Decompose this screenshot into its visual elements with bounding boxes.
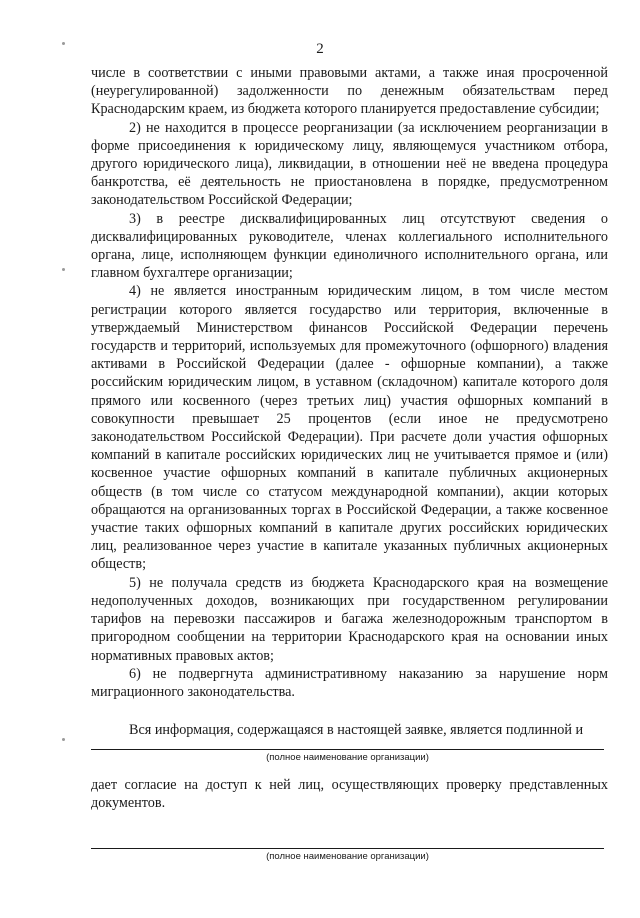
paragraph-item-3: 3) в реестре дисквалифицированных лиц отсутствуют сведения о дисквалифицированных руководителе, членах коллегиального исполнительного органа, лице, исполняющем функции единоличного исполнительного органа, или главном бухгалтере организации; <box>91 210 608 282</box>
signature-caption-2: (полное наименование организации) <box>266 851 429 862</box>
signature-line-2 <box>91 848 604 849</box>
signature-caption-1: (полное наименование организации) <box>266 752 429 763</box>
paragraph-item-4: 4) не является иностранным юридическим лицом, в том числе местом регистрации которого является государство или территория, включенные в утверждаемый Министерством финансов Российской Федерации перечень государств и территорий, используемых для промежуточного (офшорного) владения активами в Российской Федерации (далее - офшорные компании), а также российским юридическим лицом, в уставном (складочном) капитале которого доля прямого или косвенного (через третьих лиц) участия офшорных компаний в совокупности превышает 25 процентов (если иное не предусмотрено законодательством Российской Федерации). При расчете доли участия офшорных компаний в капитале российских юридических лиц не учитывается прямое и (или) косвенное участие офшорных компаний в капитале публичных акционерных обществ (в том числе со статусом международной компании), акции которых обращаются на организованных торгах в Российской Федерации, а также косвенное участие таких офшорных компаний в капитале других российских юридических лиц, реализованное через участие в капитале указанных публичных акционерных обществ; <box>91 283 608 573</box>
margin-dot-mark <box>62 42 65 45</box>
consent-text: дает согласие на доступ к ней лиц, осуществляющих проверку представленных документов. <box>91 777 608 812</box>
document-body <box>91 64 608 739</box>
paragraph-item-2: 2) не находится в процессе реорганизации (за исключением реорганизации в форме присоединения к юридическому лицу, являющемуся участником отбора, другого юридического лица), ликвидации, в отношении неё не введена процедура банкротства, её деятельность не приостановлена в порядке, предусмотренном законодательством Российской Федерации; <box>91 119 608 209</box>
paragraph-item-6: 6) не подвергнута административному наказанию за нарушение норм миграционного законодательства. <box>91 665 608 700</box>
signature-line-1 <box>91 749 604 750</box>
page-number: 2 <box>316 41 324 57</box>
paragraph-item-5: 5) не получала средств из бюджета Краснодарского края на возмещение недополученных доходов, возникающих при государственном регулировании тарифов на перевозки пассажиров и багажа железнодорожным транспортом в пригородном сообщении на территории Краснодарского края на основании иных нормативных правовых актов; <box>91 574 608 664</box>
margin-dot-mark <box>62 738 65 741</box>
margin-dot-mark <box>62 268 65 271</box>
paragraph-declaration: Вся информация, содержащаяся в настоящей заявке, является подлинной и <box>129 722 584 739</box>
consent-text-block <box>91 776 608 812</box>
paragraph-continuation: числе в соответствии с иными правовыми актами, а также иная просроченной (неурегулированной) задолженности по денежным обязательствам перед Краснодарским краем, из бюджета которого планируется предоставление субсидии; <box>91 65 608 118</box>
